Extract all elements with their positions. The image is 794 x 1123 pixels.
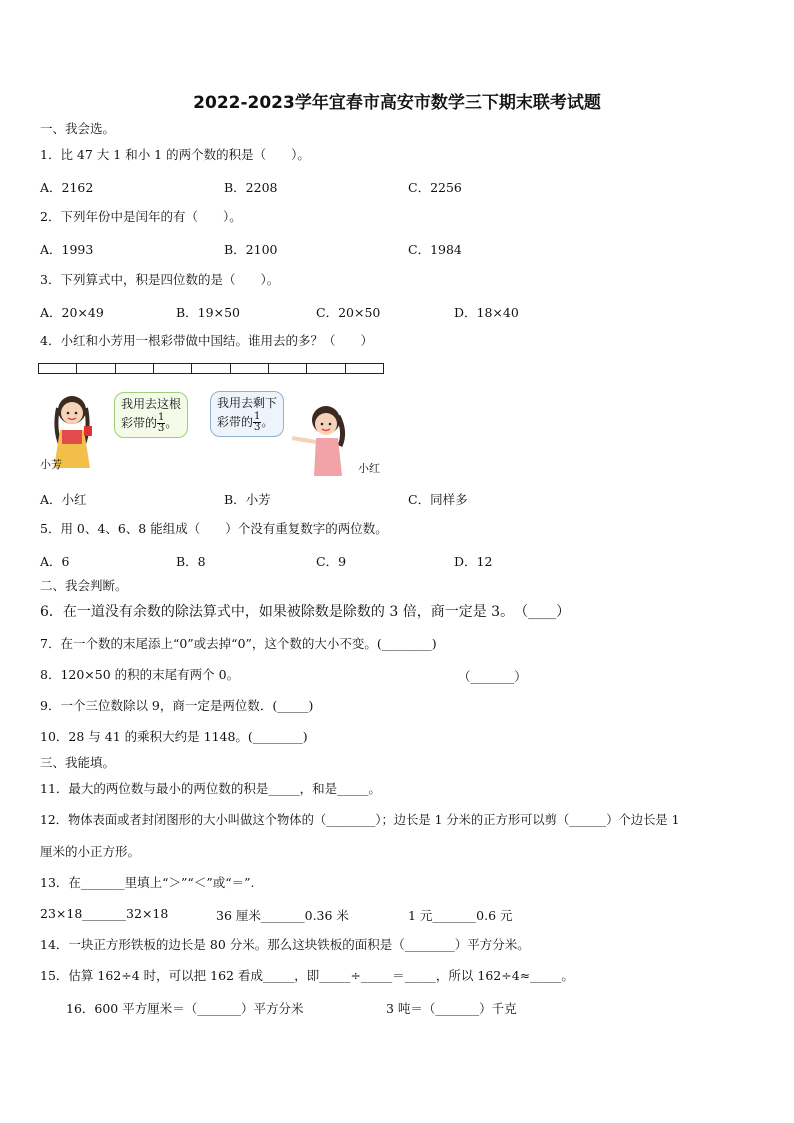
q13-compare-2: 36 厘米_______0.36 米 — [216, 908, 349, 923]
page-title: 2022-2023学年宜春市高安市数学三下期末联考试题 — [193, 93, 601, 113]
question-8-answer-blank: （_______） — [458, 669, 527, 684]
q4-option-c: C．同样多 — [408, 492, 468, 507]
q1-option-a: A．2162 — [40, 180, 94, 195]
q1-option-c: C．2256 — [408, 180, 462, 195]
ribbon-bar — [38, 363, 384, 374]
q4-option-b: B．小芳 — [224, 492, 271, 507]
q2-option-c: C．1984 — [408, 242, 462, 257]
question-9: 9．一个三位数除以 9，商一定是两位数．(_____) — [40, 698, 314, 713]
question-12: 12．物体表面或者封闭图形的大小叫做这个物体的（________）；边长是 1 分米的正方形可以剪（______）个边长是 1 — [40, 813, 680, 827]
q5-option-a: A．6 — [40, 554, 70, 569]
question-8: 8．120×50 的积的末尾有两个 0。 — [40, 667, 240, 682]
bubble-xiaohong-end: 。 — [261, 415, 274, 429]
question-12-continued: 厘米的小正方形。 — [40, 844, 141, 859]
name-label-xiaohong: 小红 — [358, 462, 380, 475]
q3-option-c: C．20×50 — [316, 305, 381, 320]
speech-bubble-xiaohong — [210, 391, 284, 437]
speech-bubble-xiaofang — [114, 392, 188, 438]
section-heading-3: 三、我能填。 — [40, 755, 116, 770]
question-4: 4．小红和小芳用一根彩带做中国结。谁用去的多？（ ） — [40, 333, 373, 348]
q13-compare-1: 23×18_______32×18 — [40, 906, 169, 921]
ribbon-segment — [154, 364, 192, 373]
question-13: 13．在_______里填上“＞”“＜”或“＝”. — [40, 875, 255, 890]
question-10: 10．28 与 41 的乘积大约是 1148。(________) — [40, 729, 308, 744]
ribbon-segment — [116, 364, 154, 373]
q4-option-a: A．小红 — [40, 492, 87, 507]
bubble-xiaofang-line1: 我用去这根 — [121, 397, 182, 411]
ribbon-segment — [307, 364, 345, 373]
fraction-denominator: 3 — [254, 422, 261, 433]
q13-compare-3: 1 元_______0.6 元 — [408, 908, 513, 923]
question-2: 2．下列年份中是闰年的有（ ）。 — [40, 209, 242, 224]
ribbon-segment — [231, 364, 269, 373]
bubble-xiaohong-line2: 彩带的 — [217, 415, 254, 429]
question-16b: 3 吨＝（_______）千克 — [386, 1001, 517, 1016]
q5-option-c: C．9 — [316, 554, 347, 569]
q5-option-d: D．12 — [454, 554, 493, 569]
fraction-denominator: 3 — [158, 423, 165, 434]
name-label-xiaofang: 小芳 — [40, 458, 62, 471]
question-11: 11．最大的两位数与最小的两位数的积是_____，和是_____。 — [40, 781, 381, 796]
fraction-numerator: 1 — [254, 411, 261, 422]
girl-xiaohong-illustration — [286, 402, 356, 478]
q5-option-b: B．8 — [176, 554, 206, 569]
section-heading-1: 一、我会选。 — [40, 121, 116, 136]
bubble-xiaofang-end: 。 — [165, 416, 178, 430]
question-6: 6．在一道没有余数的除法算式中，如果被除数是除数的 3 倍，商一定是 3。 （____） — [40, 604, 571, 620]
q2-option-a: A．1993 — [40, 242, 94, 257]
ribbon-segment — [346, 364, 383, 373]
question-14: 14．一块正方形铁板的边长是 80 分米。那么这块铁板的面积是（________）平方分米。 — [40, 937, 530, 952]
ribbon-segment — [192, 364, 230, 373]
question-16a: 16．600 平方厘米＝（_______）平方分米 — [66, 1001, 304, 1016]
question-3: 3．下列算式中，积是四位数的是（ ）。 — [40, 272, 280, 287]
q1-option-b: B．2208 — [224, 180, 278, 195]
ribbon-segment — [269, 364, 307, 373]
q3-option-a: A．20×49 — [40, 305, 104, 320]
bubble-xiaofang-line2: 彩带的 — [121, 416, 158, 430]
q2-option-b: B．2100 — [224, 242, 278, 257]
ribbon-segment — [39, 364, 77, 373]
question-5: 5．用 0、4、6、8 能组成（ ）个没有重复数字的两位数。 — [40, 521, 388, 536]
ribbon-segment — [77, 364, 115, 373]
section-heading-2: 二、我会判断。 — [40, 578, 128, 593]
question-1: 1．比 47 大 1 和小 1 的两个数的积是（ ）。 — [40, 147, 310, 162]
bubble-xiaohong-line1: 我用去剩下 — [217, 396, 278, 410]
q3-option-b: B．19×50 — [176, 305, 240, 320]
q3-option-d: D．18×40 — [454, 305, 519, 320]
question-7: 7．在一个数的末尾添上“0”或去掉“0”，这个数的大小不变。(________) — [40, 636, 437, 651]
fraction-numerator: 1 — [158, 412, 165, 423]
question-15: 15．估算 162÷4 时，可以把 162 看成_____，即_____÷_____＝_____，所以 162÷4≈_____。 — [40, 968, 574, 983]
